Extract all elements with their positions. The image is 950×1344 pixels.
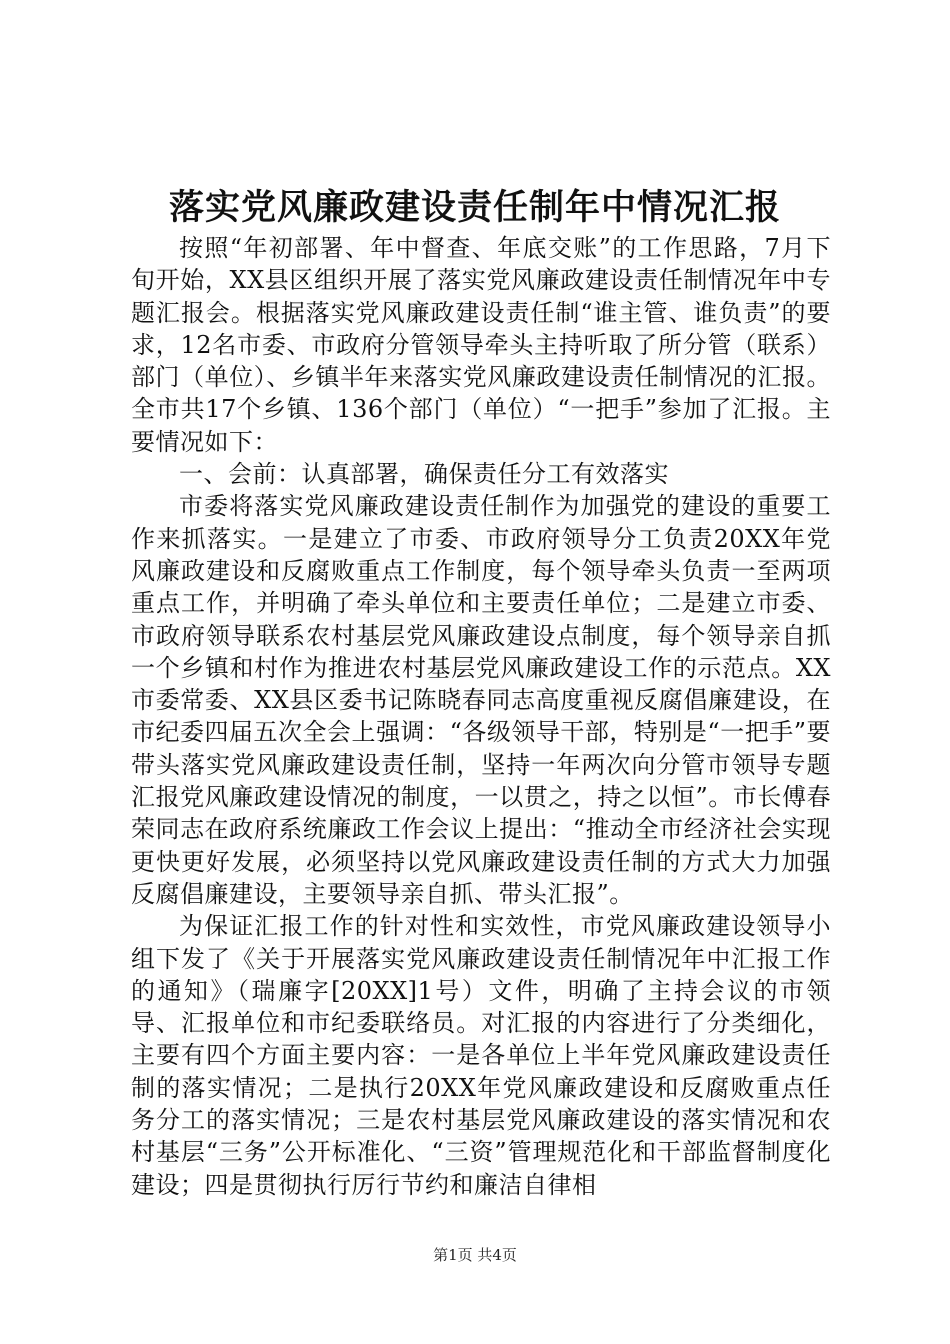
document-title: 落实党风廉政建设责任制年中情况汇报 [168, 187, 781, 228]
page-footer: 第1页 共4页 [433, 1246, 517, 1264]
document-body [131, 232, 831, 1201]
paragraph-intro: 按照“年初部署、年中督查、年底交账”的工作思路，7月下旬开始，XX县区组织开展了落实党风廉政建设责任制情况年中专题汇报会。根据落实党风廉政建设责任制“谁主管、谁负责”的要求，12名市委、市政府分管领导牵头主持听取了所分管（联系）部门（单位）、乡镇半年来落实党风廉政建设责任制情况的汇报。全市共17个乡镇、136个部门（单位）“一把手”参加了汇报。主要情况如下： [131, 234, 831, 456]
paragraph-section-1: 市委将落实党风廉政建设责任制作为加强党的建设的重要工作来抓落实。一是建立了市委、市政府领导分工负责20XX年党风廉政建设和反腐败重点工作制度，每个领导牵头负责一至两项重点工作，并明确了牵头单位和主要责任单位；二是建立市委、市政府领导联系农村基层党风廉政建设点制度，每个领导亲自抓一个乡镇和村作为推进农村基层党风廉政建设工作的示范点。XX市委常委、XX县区委书记陈晓春同志高度重视反腐倡廉建设，在市纪委四届五次全会上强调：“各级领导干部，特别是“一把手”要带头落实党风廉政建设责任制，坚持一年两次向分管市领导专题汇报党风廉政建设情况的制度，一以贯之，持之以恒”。市长傅春荣同志在政府系统廉政工作会议上提出：“推动全市经济社会实现更快更好发展，必须坚持以党风廉政建设责任制的方式大力加强反腐倡廉建设，主要领导亲自抓、带头汇报”。 [131, 492, 831, 908]
paragraph-section-1-continued: 为保证汇报工作的针对性和实效性，市党风廉政建设领导小组下发了《关于开展落实党风廉政建设责任制情况年中汇报工作的通知》（瑞廉字[20XX]1号）文件，明确了主持会议的市领导、汇报单位和市纪委联络员。对汇报的内容进行了分类细化，主要有四个方面主要内容：一是各单位上半年党风廉政建设责任制的落实情况；二是执行20XX年党风廉政建设和反腐败重点任务分工的落实情况；三是农村基层党风廉政建设的落实情况和农村基层“三务”公开标准化、“三资”管理规范化和干部监督制度化建设；四是贯彻执行厉行节约和廉洁自律相 [131, 912, 831, 1199]
section-heading-1: 一、会前：认真部署，确保责任分工有效落实 [179, 460, 669, 489]
